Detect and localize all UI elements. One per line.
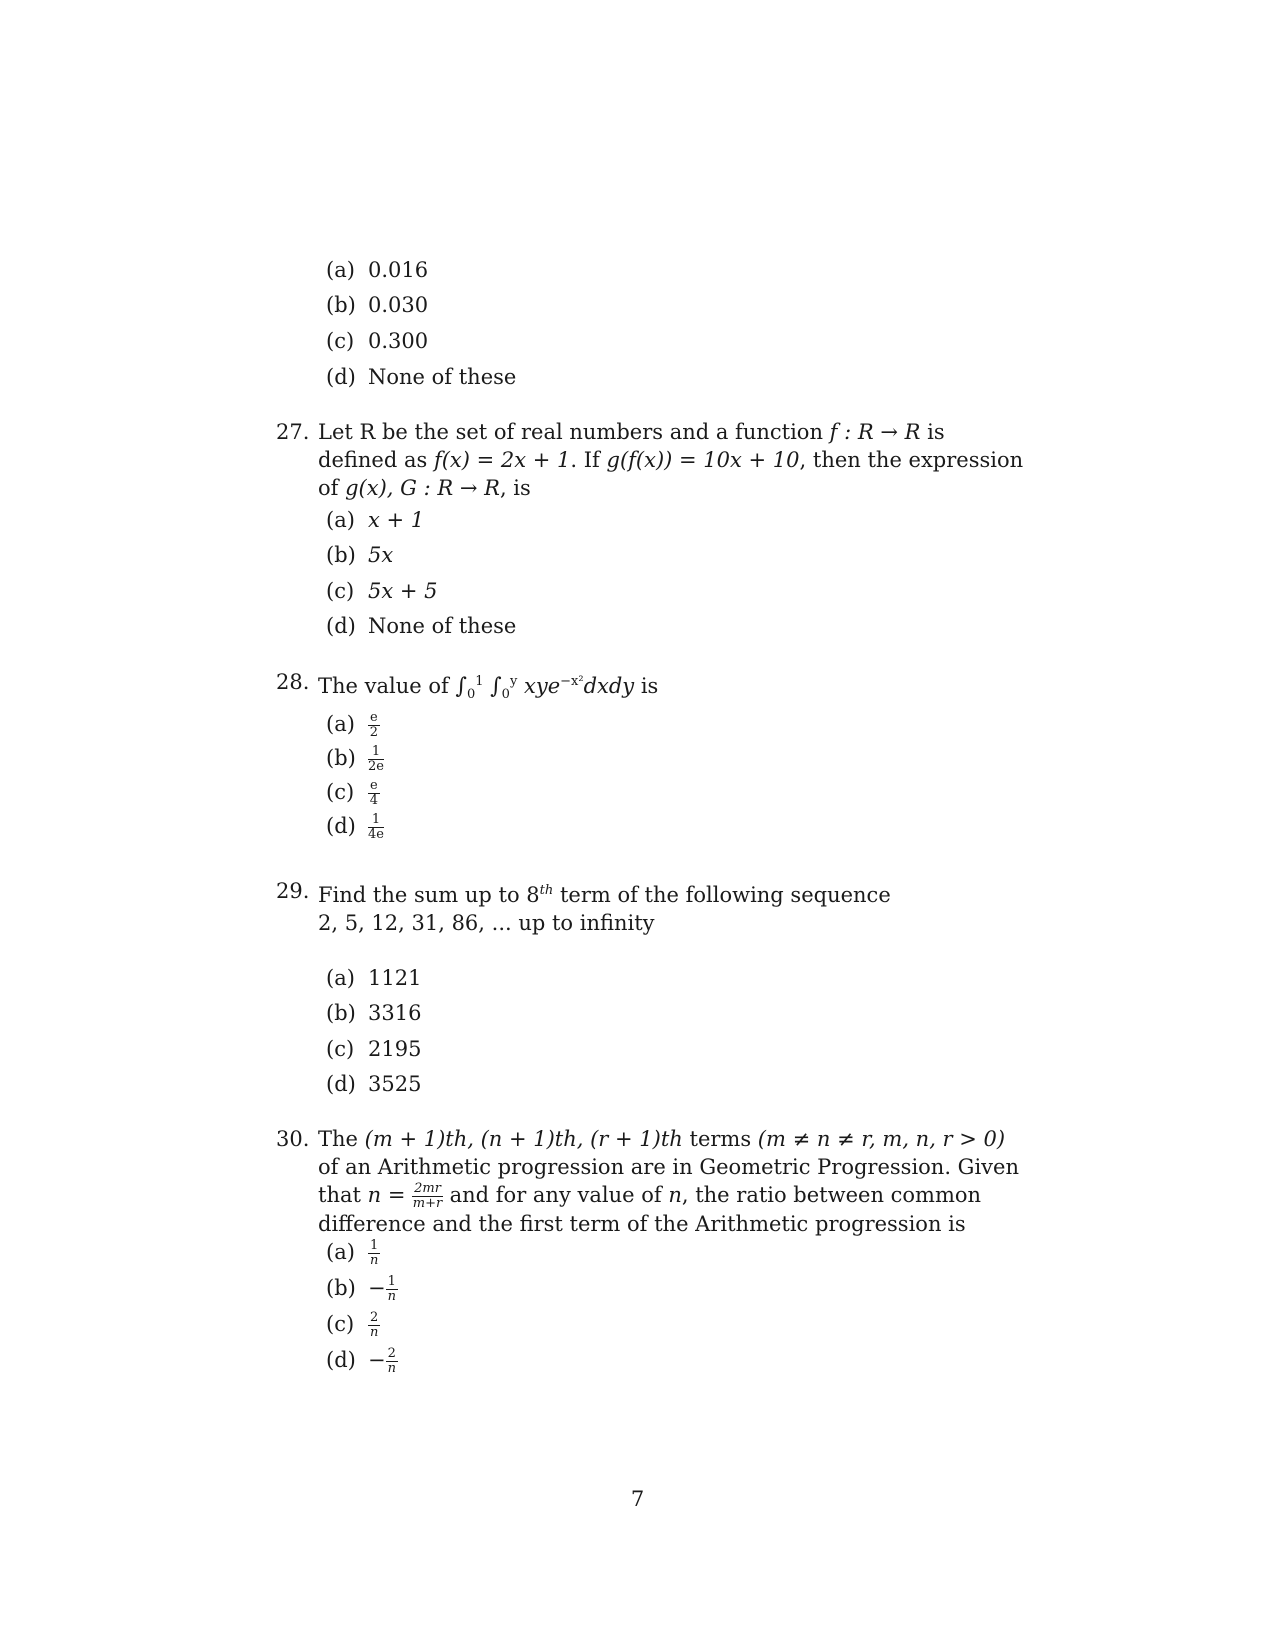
- q29-option-c: (c) 2195: [326, 1037, 422, 1061]
- q29-option-a: (a) 1121: [326, 966, 422, 990]
- question-27: [276, 418, 1026, 502]
- question-text: The (m + 1)th, (n + 1)th, (r + 1)th terms (m ≠ n ≠ r, m, n, r > 0) of an Arithmetic progression are in Geometric Progression. Given that n = $\frac{2mr}{m+r}$ and for any value of n, the ratio between common difference and the first term of the Arithmetic progression is: [318, 1127, 1019, 1236]
- fraction: $\frac{2mr}{m+r}$: [412, 1181, 443, 1211]
- q29-option-b: (b) 3316: [326, 1001, 422, 1025]
- q26-option-b: (b) 0.030: [326, 293, 429, 317]
- q27-option-d: (d) None of these: [326, 614, 517, 638]
- question-number: 30.: [276, 1127, 310, 1151]
- q26-option-a: (a) 0.016: [326, 258, 429, 282]
- fraction: $\frac{2}{n}$: [369, 1310, 379, 1340]
- q30-option-d: (d) − $\frac{2}{n}$: [326, 1346, 396, 1376]
- q28-option-d: (d) $\frac{1}{4e}$: [326, 812, 384, 842]
- q28-option-b: (b) $\frac{1}{2e}$: [326, 744, 384, 774]
- q27-option-c: (c) 5x + 5: [326, 579, 438, 603]
- page-number: 7: [630, 1487, 645, 1511]
- question-29: [276, 877, 1026, 937]
- integral-sign: ∫: [490, 674, 502, 699]
- question-text: Find the sum up to 8th term of the following sequence 2, 5, 12, 31, 86, ... up to infinity: [318, 883, 891, 935]
- question-number: 28.: [276, 670, 310, 694]
- q28-option-c: (c) $\frac{e}{4}$: [326, 778, 378, 808]
- fraction: $\frac{e}{2}$: [369, 710, 378, 740]
- integral-sign: ∫: [455, 674, 467, 699]
- q30-option-b: (b) − $\frac{1}{n}$: [326, 1274, 396, 1304]
- question-number: 29.: [276, 879, 310, 903]
- fraction: $\frac{1}{4e}$: [368, 812, 384, 842]
- fraction: $\frac{2}{n}$: [387, 1346, 396, 1376]
- question-text: Let R be the set of real numbers and a function f : R → R is defined as f(x) = 2x + 1. If g(f(x)) = 10x + 10, then the expression of g(x), G : R → R, is: [318, 420, 1024, 500]
- question-28: [276, 668, 1026, 709]
- fraction: $\frac{1}{n}$: [369, 1238, 379, 1268]
- q26-option-d: (d) None of these: [326, 365, 517, 389]
- q30-option-c: (c) $\frac{2}{n}$: [326, 1310, 379, 1340]
- q26-option-c: (c) 0.300: [326, 329, 429, 353]
- q27-option-a: (a) x + 1: [326, 508, 425, 532]
- question-number: 27.: [276, 420, 310, 444]
- q27-option-b: (b) 5x: [326, 543, 394, 567]
- question-30: [276, 1125, 1026, 1238]
- q30-option-a: (a) $\frac{1}{n}$: [326, 1238, 379, 1268]
- q29-option-d: (d) 3525: [326, 1072, 422, 1096]
- fraction: $\frac{1}{n}$: [387, 1274, 396, 1304]
- fraction: $\frac{1}{2e}$: [368, 744, 384, 774]
- fraction: $\frac{e}{4}$: [369, 778, 378, 808]
- question-text: The value of $\int_0^1$ $\int_0^y$ xye$^{-x^2}$dxdy is: [318, 674, 659, 703]
- q28-option-a: (a) $\frac{e}{2}$: [326, 710, 378, 740]
